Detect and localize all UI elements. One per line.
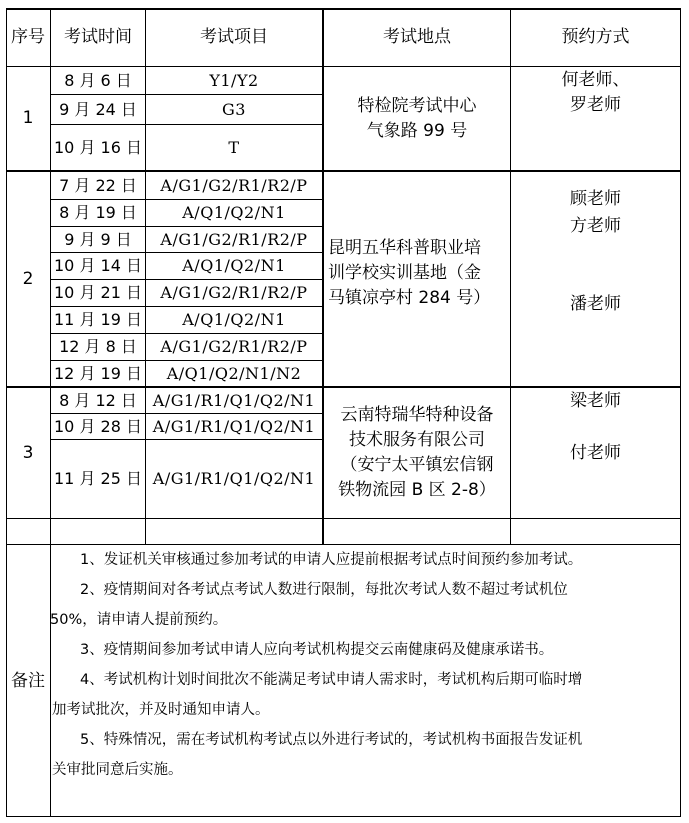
- session-date: 9 月 9 日: [64, 229, 132, 249]
- contact-name: 罗老师: [570, 94, 621, 115]
- exam-location: [324, 390, 510, 516]
- session-date: 8 月 12 日: [59, 390, 137, 410]
- remark-line: 关审批同意后实施。: [52, 762, 183, 778]
- contact-name: 梁老师: [570, 390, 621, 411]
- session-date: 7 月 22 日: [59, 175, 137, 195]
- border-bottom: [6, 816, 681, 817]
- remark-line: 50%，请申请人提前预约。: [50, 612, 228, 628]
- session-items: A/G1/R1/Q1/Q2/N1: [152, 469, 316, 488]
- session-items: A/Q1/Q2/N1: [182, 256, 286, 275]
- session-items: A/Q1/Q2/N1: [182, 203, 286, 222]
- exam-location: [324, 67, 510, 170]
- session-items: A/G1/G2/R1/R2/P: [160, 229, 308, 249]
- header-booking: 预约方式: [561, 27, 630, 47]
- contact-name: 付老师: [570, 442, 621, 463]
- session-date: 8 月 6 日: [64, 70, 132, 90]
- session-items: A/Q1/Q2/N1: [182, 310, 286, 329]
- remark-line: 4、考试机构计划时间批次不能满足考试申请人需求时，考试机构后期可临时增: [80, 672, 583, 688]
- session-items: A/G1/G2/R1/R2/P: [160, 283, 308, 302]
- remark-line: 5、特殊情况，需在考试机构考试点以外进行考试的，考试机构书面报告发证机: [80, 732, 583, 748]
- border-right: [680, 8, 681, 817]
- location-line: 特检院考试中心: [357, 95, 477, 116]
- remarks-text: [52, 549, 680, 781]
- session-date: 10 月 21 日: [54, 283, 142, 302]
- row-line: [6, 518, 681, 519]
- header-time: 考试时间: [64, 27, 132, 47]
- session-date: 10 月 28 日: [54, 416, 142, 436]
- session-items: Y1/Y2: [209, 70, 259, 90]
- group-number: 3: [22, 442, 34, 463]
- location-line: 训学校实训基地（金: [328, 262, 481, 283]
- group-number: 1: [22, 108, 34, 128]
- contact-name: 方老师: [570, 215, 621, 236]
- session-date: 9 月 24 日: [59, 99, 137, 119]
- remark-line: 加考试批次，并及时通知申请人。: [52, 702, 270, 718]
- group-number: 2: [22, 268, 34, 289]
- session-items: T: [228, 137, 240, 157]
- exam-location: [324, 233, 514, 313]
- remark-line: 1、发证机关审核通过参加考试的申请人应提前根据考试点时间预约参加考试。: [80, 552, 583, 568]
- location-line: 昆明五华科普职业培: [328, 237, 481, 258]
- session-date: 12 月 19 日: [54, 363, 142, 383]
- session-items: A/G1/R1/Q1/Q2/N1: [152, 390, 316, 410]
- session-items: A/Q1/Q2/N1/N2: [166, 363, 302, 383]
- location-line: 云南特瑞华特种设备: [340, 405, 494, 425]
- session-items: G3: [222, 99, 246, 119]
- location-line: 铁物流园 B 区 2-8）: [338, 480, 496, 500]
- session-date: 11 月 19 日: [54, 310, 142, 329]
- remark-line: 2、疫情期间对各考试点考试人数进行限制，每批次考试人数不超过考试机位: [80, 582, 568, 598]
- contact-name: 何老师、: [561, 69, 630, 90]
- session-date: 10 月 16 日: [54, 137, 142, 157]
- remark-line: 3、疫情期间参加考试申请人应向考试机构提交云南健康码及健康承诺书。: [80, 642, 554, 658]
- location-line: 技术服务有限公司: [349, 430, 485, 450]
- header-items: 考试项目: [200, 27, 268, 47]
- session-date: 8 月 19 日: [59, 203, 137, 222]
- session-date: 11 月 25 日: [54, 469, 142, 488]
- session-date: 10 月 14 日: [54, 256, 142, 275]
- session-date: 12 月 8 日: [59, 337, 137, 356]
- session-items: A/G1/G2/R1/R2/P: [160, 337, 308, 356]
- contact-name: 潘老师: [570, 293, 621, 314]
- location-line: （安宁太平镇宏信钢: [340, 455, 494, 475]
- session-items: A/G1/R1/Q1/Q2/N1: [152, 416, 316, 436]
- session-items: A/G1/G2/R1/R2/P: [160, 175, 308, 195]
- row-line: [6, 544, 681, 545]
- header-no: 序号: [11, 27, 45, 47]
- contact-name: 顾老师: [570, 188, 621, 209]
- header-location: 考试地点: [383, 27, 451, 47]
- remarks-label: 备注: [11, 670, 45, 691]
- location-line: 气象路 99 号: [366, 120, 468, 141]
- location-line: 马镇凉亭村 284 号）: [328, 287, 491, 308]
